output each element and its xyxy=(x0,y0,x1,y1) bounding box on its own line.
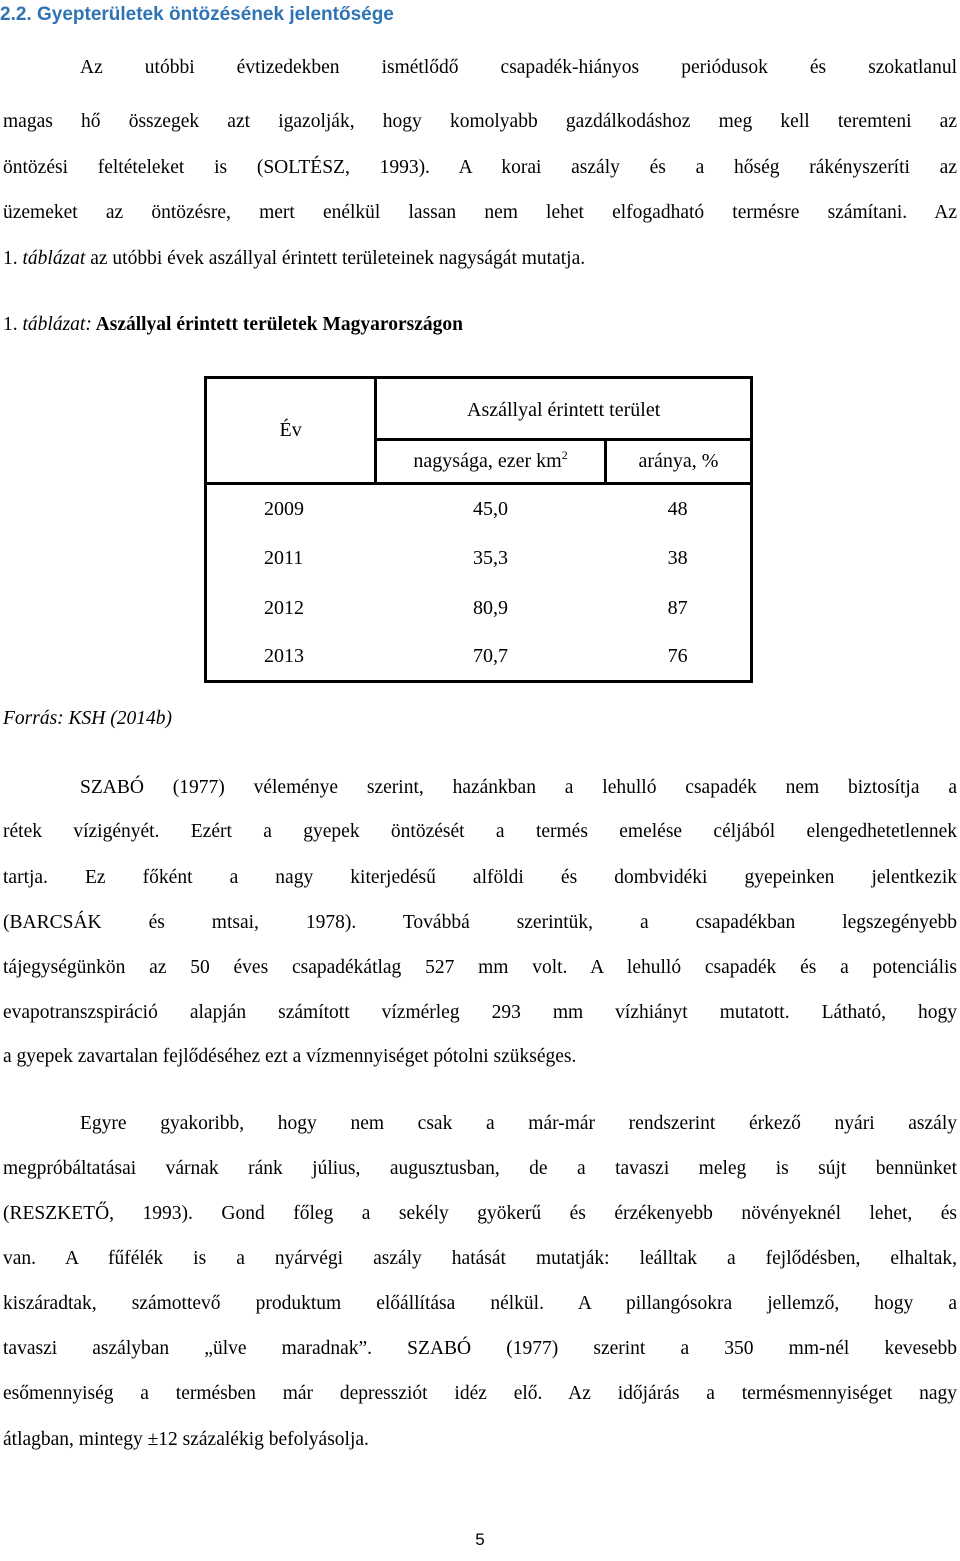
para1-line2: magas hő összegek azt igazolják, hogy komolyabb gazdálkodáshoz meg kell teremteni az xyxy=(3,111,957,132)
para2-line3: tartja. Ez főként a nagy kiterjedésű alföldi és dombvidéki gyepeinken jelentkezik xyxy=(3,867,957,888)
para3-line2: megpróbáltatásai várnak ránk július, augusztusban, de a tavaszi meleg is sújt bennünket xyxy=(3,1158,957,1179)
para2-line1: SZABÓ (1977) véleménye szerint, hazánkban a lehulló csapadék nem biztosítja a xyxy=(80,777,957,798)
table-row xyxy=(206,534,752,584)
para3-line7: esőmennyiség a termésben már depressziót idéz elő. Az időjárás a termésmennyiséget nagy xyxy=(3,1383,957,1404)
para1-line4: üzemeket az öntözésre, mert enélkül lassan nem lehet elfogadható termésre számítani. Az xyxy=(3,202,957,223)
cell-size: 45,0 xyxy=(473,497,509,520)
cell-year: 2009 xyxy=(264,497,304,520)
drought-table xyxy=(204,376,753,683)
table-caption-label: táblázat: xyxy=(22,314,92,335)
table-caption-title: Aszállyal érintett területek Magyarországon xyxy=(91,314,463,335)
table-source: Forrás: KSH (2014b) xyxy=(3,708,172,729)
header-size: nagysága, ezer $km^2$ xyxy=(376,440,606,484)
cell-size: 70,7 xyxy=(473,645,509,668)
section-heading: 2.2. Gyepterületek öntözésének jelentősége xyxy=(0,4,394,25)
cell-ratio: 38 xyxy=(667,547,688,569)
para2-line7: a gyepek zavartalan fejlődéséhez ezt a vízmennyiséget pótolni szükséges. xyxy=(3,1046,577,1067)
cell-size: 80,9 xyxy=(473,597,509,619)
page-number: 5 xyxy=(475,1530,485,1549)
para2-line5: tájegységünkön az 50 éves csapadékátlag 527 mm volt. A lehulló csapadék és a potenciális xyxy=(3,957,957,978)
para1-line5-end: az utóbbi évek aszállyal érintett területeinek nagyságát mutatja. xyxy=(85,248,586,269)
para3-line6: tavaszi aszályban „ülve maradnak”. SZABÓ (1977) szerint a 350 mm-nél kevesebb xyxy=(3,1338,957,1359)
para1-line5-start: 1. xyxy=(3,248,23,269)
para3-line4: van. A fűfélék is a nyárvégi aszály hatását mutatják: leálltak a fejlődésben, elhaltak, xyxy=(3,1248,957,1269)
para1-line5 xyxy=(3,247,957,271)
para1-line3: öntözési feltételeket is (SOLTÉSZ, 1993). A korai aszály és a hőség rákényszeríti az xyxy=(3,157,957,178)
header-ratio: aránya, % xyxy=(605,440,751,484)
cell-year: 2013 xyxy=(264,645,304,668)
para2-line2: rétek vízigényét. Ezért a gyepek öntözését a termés emelése céljából elengedhetetlennek xyxy=(3,821,957,842)
para1-line1: Az utóbbi évtizedekben ismétlődő csapadék-hiányos periódusok és szokatlanul xyxy=(80,57,957,78)
para2-line4: (BARCSÁK és mtsai, 1978). Továbbá szerintük, a csapadékban legszegényebb xyxy=(3,912,957,933)
para2-line6: evapotranszspiráció alapján számított vízmérleg 293 mm vízhiányt mutatott. Látható, hogy xyxy=(3,1002,957,1023)
para3-line5: kiszáradtak, számottevő produktum előállítása nélkül. A pillangósokra jellemző, hogy a xyxy=(3,1293,957,1314)
header-year: Év xyxy=(206,378,376,484)
table-reference: táblázat xyxy=(22,248,86,269)
cell-ratio: 48 xyxy=(667,497,688,520)
para3-line1: Egyre gyakoribb, hogy nem csak a már-már rendszerint érkező nyári aszály xyxy=(80,1113,957,1134)
cell-size: 35,3 xyxy=(473,547,509,569)
table-row xyxy=(206,634,752,682)
cell-ratio: 87 xyxy=(667,597,688,619)
table-caption-prefix: 1. xyxy=(3,314,23,335)
cell-year: 2011 xyxy=(264,547,304,569)
para3-line3: (RESZKETŐ, 1993). Gond főleg a sekély gyökerű és érzékenyebb növényeknél lehet, és xyxy=(3,1203,957,1224)
cell-year: 2012 xyxy=(264,597,304,619)
para3-line8: átlagban, mintegy ±12 százalékig befolyásolja. xyxy=(3,1429,369,1450)
header-affected-area: Aszállyal érintett terület xyxy=(467,399,661,421)
table-row xyxy=(206,584,752,634)
cell-ratio: 76 xyxy=(667,645,688,668)
table-caption xyxy=(3,313,957,337)
table-row xyxy=(206,484,752,534)
